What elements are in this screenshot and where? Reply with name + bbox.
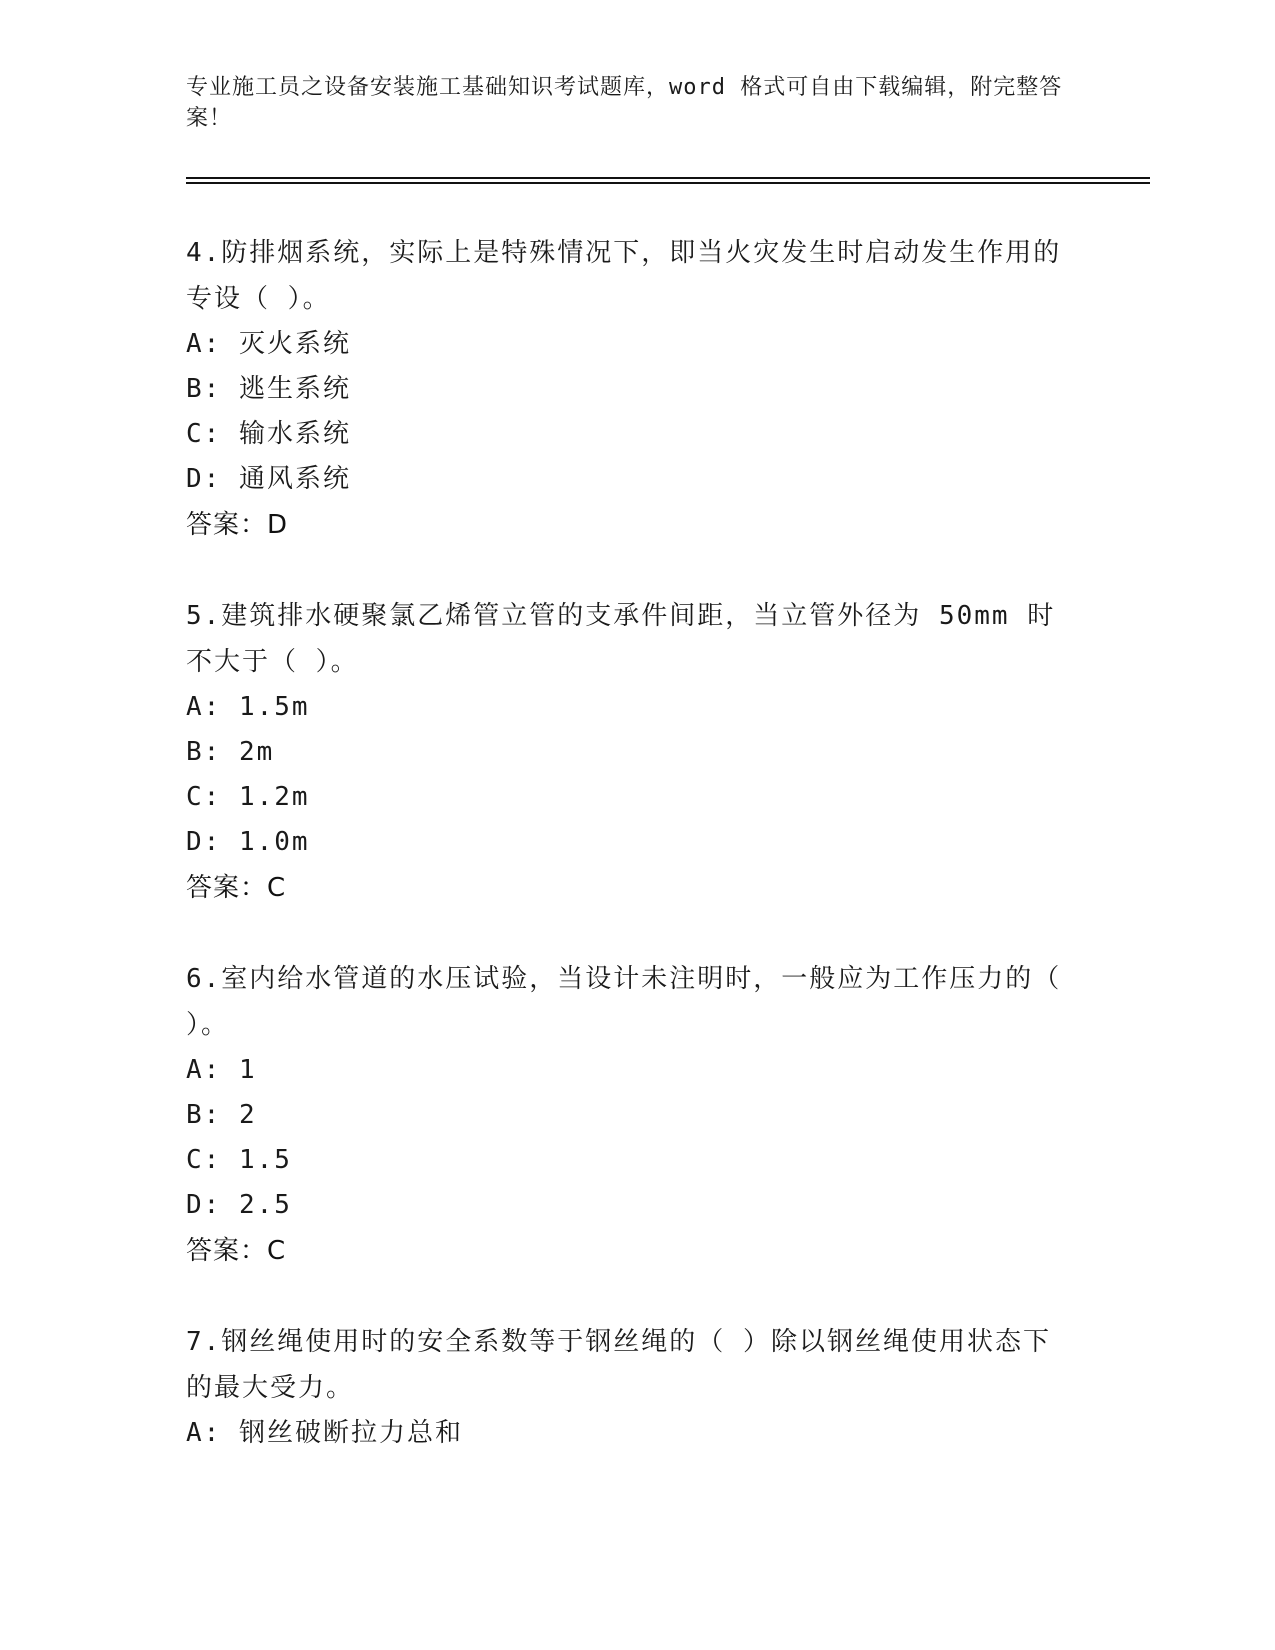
question-5: [186, 593, 1066, 911]
question-4: [186, 230, 1066, 548]
header-divider-bottom: [186, 182, 1150, 184]
answer-line: 答案：C: [186, 873, 287, 903]
question-stem: 4.防排烟系统，实际上是特殊情况下，即当火灾发生时启动发生作用的专设（ ）。: [186, 238, 1062, 314]
option-b: B: 2m: [186, 737, 275, 767]
option-c: C: 输水系统: [186, 419, 351, 449]
question-stem: 7.钢丝绳使用时的安全系数等于钢丝绳的（ ）除以钢丝绳使用状态下的最大受力。: [186, 1327, 1051, 1403]
option-b: B: 2: [186, 1100, 257, 1130]
option-a: A: 钢丝破断拉力总和: [186, 1418, 463, 1448]
option-a: A: 1: [186, 1055, 257, 1085]
question-7: [186, 1319, 1066, 1456]
option-a: A: 灭火系统: [186, 329, 351, 359]
option-c: C: 1.5: [186, 1145, 292, 1175]
answer-line: 答案：C: [186, 1236, 287, 1266]
document-header: 专业施工员之设备安装施工基础知识考试题库，word 格式可自由下载编辑，附完整答案！: [186, 75, 1063, 131]
option-d: D: 2.5: [186, 1190, 292, 1220]
question-stem: 6.室内给水管道的水压试验，当设计未注明时，一般应为工作压力的（ ）。: [186, 964, 1062, 1040]
option-d: D: 通风系统: [186, 464, 351, 494]
answer-line: 答案：D: [186, 510, 289, 540]
question-stem: 5.建筑排水硬聚氯乙烯管立管的支承件间距，当立管外径为 50mm 时不大于（ ）。: [186, 601, 1056, 677]
question-6: [186, 956, 1066, 1274]
option-b: B: 逃生系统: [186, 374, 351, 404]
option-a: A: 1.5m: [186, 692, 310, 722]
header-divider-top: [186, 177, 1150, 179]
option-c: C: 1.2m: [186, 782, 310, 812]
option-d: D: 1.0m: [186, 827, 310, 857]
